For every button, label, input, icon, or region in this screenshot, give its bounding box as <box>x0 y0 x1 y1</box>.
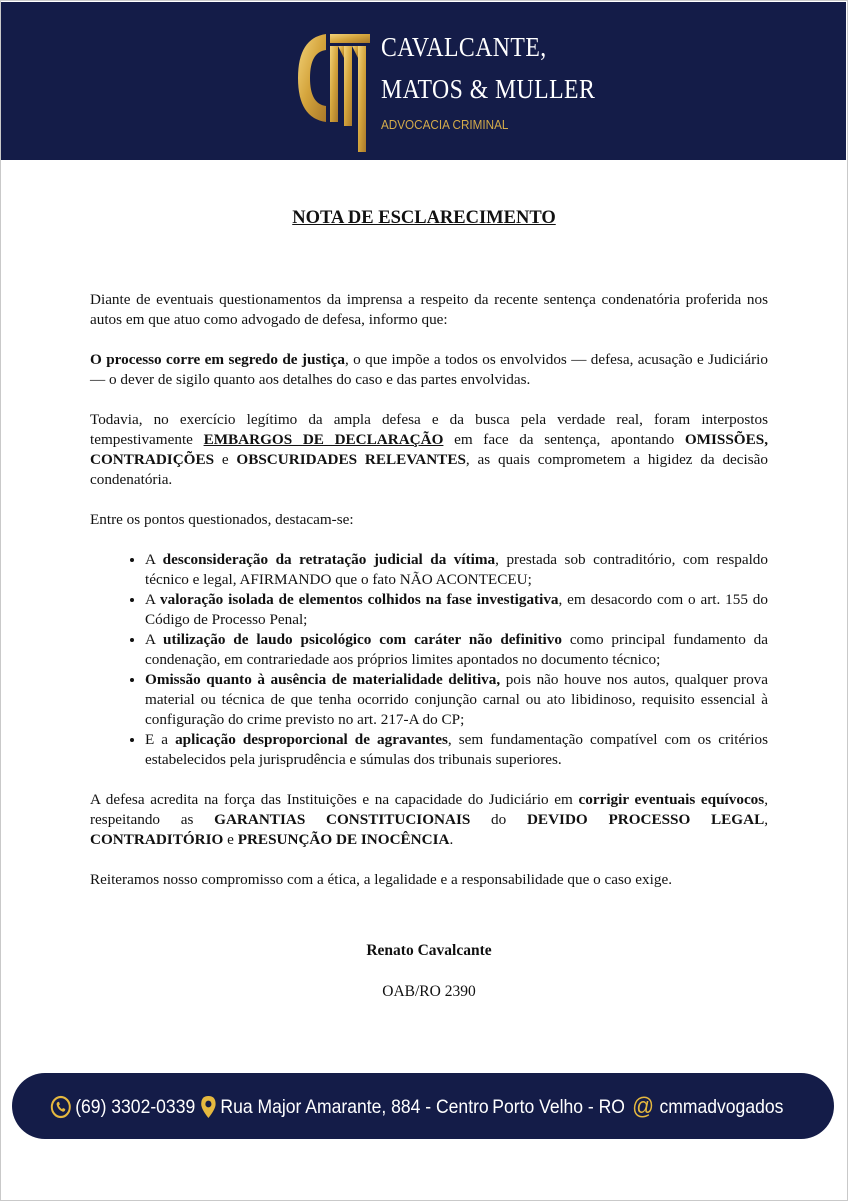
list-item-bold: utilização de laudo psicológico com caráter não definitivo <box>163 631 562 648</box>
list-item-bold: desconsideração da retratação judicial da vítima <box>162 551 496 568</box>
secrecy-bold: O processo corre em segredo de justiça <box>90 351 345 368</box>
defense-bold-j: PRESUNÇÃO DE INOCÊNCIA <box>237 831 450 848</box>
list-item-text: , em desacordo com o art. 155 do Código de Processo Penal; <box>145 591 768 628</box>
defense-bold-h: CONTRADITÓRIO <box>90 831 224 848</box>
list-item-text: , prestada sob contraditório, com respaldo técnico e legal, AFIRMANDO que o fato NÃO ACONTECEU; <box>145 551 768 588</box>
phone-icon <box>50 1095 72 1119</box>
secrecy-text: , o que impõe a todos os envolvidos — defesa, acusação e Judiciário — o dever de sigilo quanto aos detalhes do caso e das partes envolvidas. <box>90 351 768 388</box>
list-item-prefix: A <box>145 631 163 648</box>
brand-name-line2: MATOS & MULLER <box>381 74 596 104</box>
firm-logo <box>296 30 596 155</box>
document-body <box>90 290 768 910</box>
defense-text-a: A defesa acredita na força das Instituições e na capacidade do Judiciário em <box>90 791 579 808</box>
paragraph-points-intro: Entre os pontos questionados, destacam-se: <box>90 511 354 528</box>
signature-name: Renato Cavalcante <box>366 942 492 959</box>
phone-number: (69) 3302-0339 <box>75 1095 196 1118</box>
list-item <box>145 730 768 770</box>
defense-text-i: e <box>223 831 238 848</box>
defense-text-e: do <box>470 811 527 828</box>
defense-text-c: , respeitando as <box>90 791 768 828</box>
list-item <box>145 670 768 730</box>
embargos-bold-f: OBSCURIDADES RELEVANTES <box>236 451 466 468</box>
embargos-text-c: em face da sentença, apontando <box>443 431 685 448</box>
social-handle: cmmadvogados <box>659 1095 784 1118</box>
letterhead-header <box>1 2 846 160</box>
list-item-bold: Omissão quanto à ausência de materialidade delitiva, <box>145 671 501 688</box>
points-list <box>90 550 768 770</box>
embargos-bold-underlined: EMBARGOS DE DECLARAÇÃO <box>203 431 444 448</box>
defense-bold-b: corrigir eventuais equívocos <box>578 791 765 808</box>
defense-bold-f: DEVIDO PROCESSO LEGAL <box>526 811 765 828</box>
contact-row <box>50 1092 783 1122</box>
list-item-bold: valoração isolada de elementos colhidos na fase investigativa <box>160 591 559 608</box>
at-icon: @ <box>632 1093 655 1120</box>
list-item-bold: aplicação desproporcional de agravantes <box>175 731 448 748</box>
embargos-text-a: Todavia, no exercício legítimo da ampla defesa e da busca pela verdade real, foram interpostos tempestivamente <box>90 411 768 448</box>
letterhead-footer <box>12 1073 834 1139</box>
embargos-text-g: , as quais comprometem a higidez da decisão condenatória. <box>90 451 769 488</box>
list-item-text: como principal fundamento da condenação, em contrariedade aos próprios limites apontados no documento técnico; <box>145 631 768 668</box>
list-item-prefix: A <box>145 551 163 568</box>
list-item-prefix: A <box>145 591 160 608</box>
list-item <box>145 590 768 630</box>
document-title: NOTA DE ESCLARECIMENTO <box>292 208 556 228</box>
cm-monogram-icon <box>296 30 376 155</box>
paragraph-intro: Diante de eventuais questionamentos da imprensa a respeito da recente sentença condenatória proferida nos autos em que atuo como advogado de defesa, informo que: <box>90 291 768 328</box>
signature-oab: OAB/RO 2390 <box>382 983 476 1000</box>
paragraph-commitment: Reiteramos nosso compromisso com a ética, a legalidade e a responsabilidade que o caso exige. <box>90 871 672 888</box>
list-item <box>145 630 768 670</box>
defense-bold-d: GARANTIAS CONSTITUCIONAIS <box>214 811 471 828</box>
list-item-prefix: E a <box>145 731 176 748</box>
street-address: Rua Major Amarante, 884 - Centro <box>220 1095 489 1118</box>
paragraph-embargos <box>90 410 768 490</box>
paragraph-secrecy <box>90 350 768 390</box>
embargos-bold-d: OMISSÕES, CONTRADIÇÕES <box>90 431 768 468</box>
list-item <box>145 550 768 590</box>
brand-tagline: ADVOCACIA CRIMINAL <box>381 117 509 132</box>
location-pin-icon <box>201 1095 217 1119</box>
list-item-text: pois não houve nos autos, qualquer prova material ou técnica de que tenha ocorrido conjunção carnal ou ato libidinoso, requisito essencial à configuração do crime previsto no art. 217-A do CP; <box>145 671 769 728</box>
brand-name-line1: CAVALCANTE, <box>381 32 547 62</box>
paragraph-defense <box>90 790 768 850</box>
city-address: Porto Velho - RO <box>492 1095 625 1118</box>
defense-text-g: , <box>764 811 769 828</box>
defense-text-k: . <box>449 831 454 848</box>
embargos-text-e: e <box>214 451 237 468</box>
list-item-text: , sem fundamentação compatível com os critérios estabelecidos pela jurisprudência e súmulas dos tribunais superiores. <box>145 731 768 768</box>
